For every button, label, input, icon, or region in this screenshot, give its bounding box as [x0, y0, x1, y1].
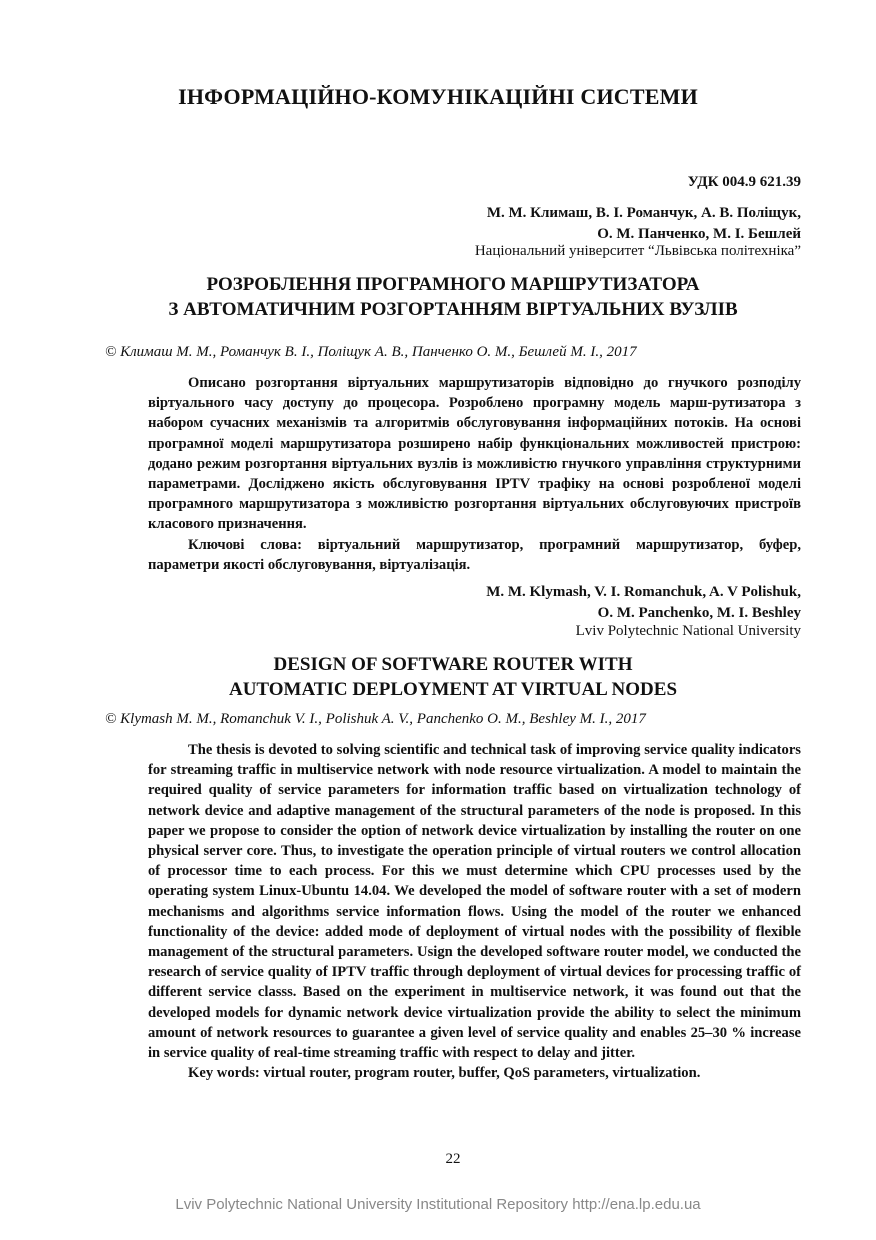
keywords-en: Key words: virtual router, program router, buffer, QoS parameters, virtualization. [188, 1065, 701, 1082]
abstract-ua-text: Описано розгортання віртуальних маршрутизаторів відповідно до гнучкого розподілу віртуального часу доступу до процесора. Розроблено програмну модель марш-рутизатора з набором сучасних механізмів та алгоритмів обслуговування інформаційних потоків. На основі програмної моделі маршрутизатора розширено набір функціональних можливостей пристрою: додано режим розгортання віртуальних вузлів із можливістю гнучкого управління структурними параметрами. Досліджено якість обслуговування IPTV трафіку на основі розробленої моделі програмного маршрутизатора з можливістю розгортання віртуальних обслуговуючих пристроїв класового призначення. [148, 375, 801, 533]
authors-en-line2: O. M. Panchenko, M. I. Beshley [597, 605, 801, 621]
affiliation-ua: Національний університет “Львівська політехніка” [474, 243, 801, 259]
authors-en [486, 582, 801, 624]
abstract-en-text: The thesis is devoted to solving scientific and technical task of improving service quality indicators for streaming traffic in multiservice network with node resource virtualization. A model to maintain the required quality of service parameters for information traffic based on virtualization technology of network device and adaptive management of the structural parameters of the node is proposed. In this paper we propose to consider the option of network device virtualization by installing the router on one physical server core. Thus, to investigate the operation principle of virtual routers we control allocation of processor time to each process. For this we must determine which CPU processes used by the operating system Linux-Ubuntu 14.04. We developed the model of software router with a set of modern mechanisms and algorithms service information flows. Using the model of the router we enhanced functionality of the device: added mode of deployment of virtual nodes with the possibility of flexible management of the structural parameters. Usign the developed software router model, we conducted the research of service quality of IPTV traffic through deployment of virtual devices for processing traffic of different service classs. Based on the experiment in multiservice network, it was found out that the developed models for dynamic network device virtualization provide the ability to select the minimum amount of network resources to guarantee a given level of service quality and enables 25–30 % increase in service quality of real-time streaming traffic with respect to delay and jitter. [148, 742, 801, 1062]
paper-title-ua-line1: РОЗРОБЛЕННЯ ПРОГРАМНОГО МАРШРУТИЗАТОРА [206, 274, 700, 295]
paper-title-en-line1: DESIGN OF SOFTWARE ROUTER WITH [273, 654, 633, 675]
paper-title-ua-line2: З АВТОМАТИЧНИМ РОЗГОРТАННЯМ ВІРТУАЛЬНИХ ВУЗЛІВ [168, 299, 738, 320]
udc-code: УДК 004.9 621.39 [687, 174, 801, 190]
paper-title-en-line2: AUTOMATIC DEPLOYMENT AT VIRTUAL NODES [228, 679, 678, 700]
abstract-en [148, 740, 801, 1083]
repository-footer: Lviv Polytechnic National University Institutional Repository http://ena.lp.edu.ua [175, 1196, 701, 1213]
affiliation-en: Lviv Polytechnic National University [575, 623, 801, 639]
authors-ua-line1: М. М. Климаш, В. І. Романчук, А. В. Поліщук, [486, 205, 801, 221]
authors-en-line1: M. M. Klymash, V. I. Romanchuk, A. V Polishuk, [486, 584, 801, 600]
paper-title-en [0, 652, 876, 702]
authors-ua-line2: О. М. Панченко, М. І. Бешлей [597, 226, 801, 242]
copyright-ua: © Климаш М. М., Романчук В. І., Поліщук А. В., Панченко О. М., Бешлей М. І., 2017 [105, 344, 637, 360]
paper-title-ua [0, 272, 876, 322]
copyright-en: © Klymash M. M., Romanchuk V. I., Polishuk A. V., Panchenko O. M., Beshley M. I., 2017 [105, 711, 646, 727]
section-title: ІНФОРМАЦІЙНО-КОМУНІКАЦІЙНІ СИСТЕМИ [178, 84, 698, 109]
authors-ua [487, 203, 801, 245]
page-number: 22 [445, 1151, 461, 1167]
keywords-ua: Ключові слова: віртуальний маршрутизатор, програмний маршрутизатор, буфер, параметри якості обслуговування, віртуалізація. [148, 536, 801, 573]
abstract-ua [148, 373, 801, 575]
